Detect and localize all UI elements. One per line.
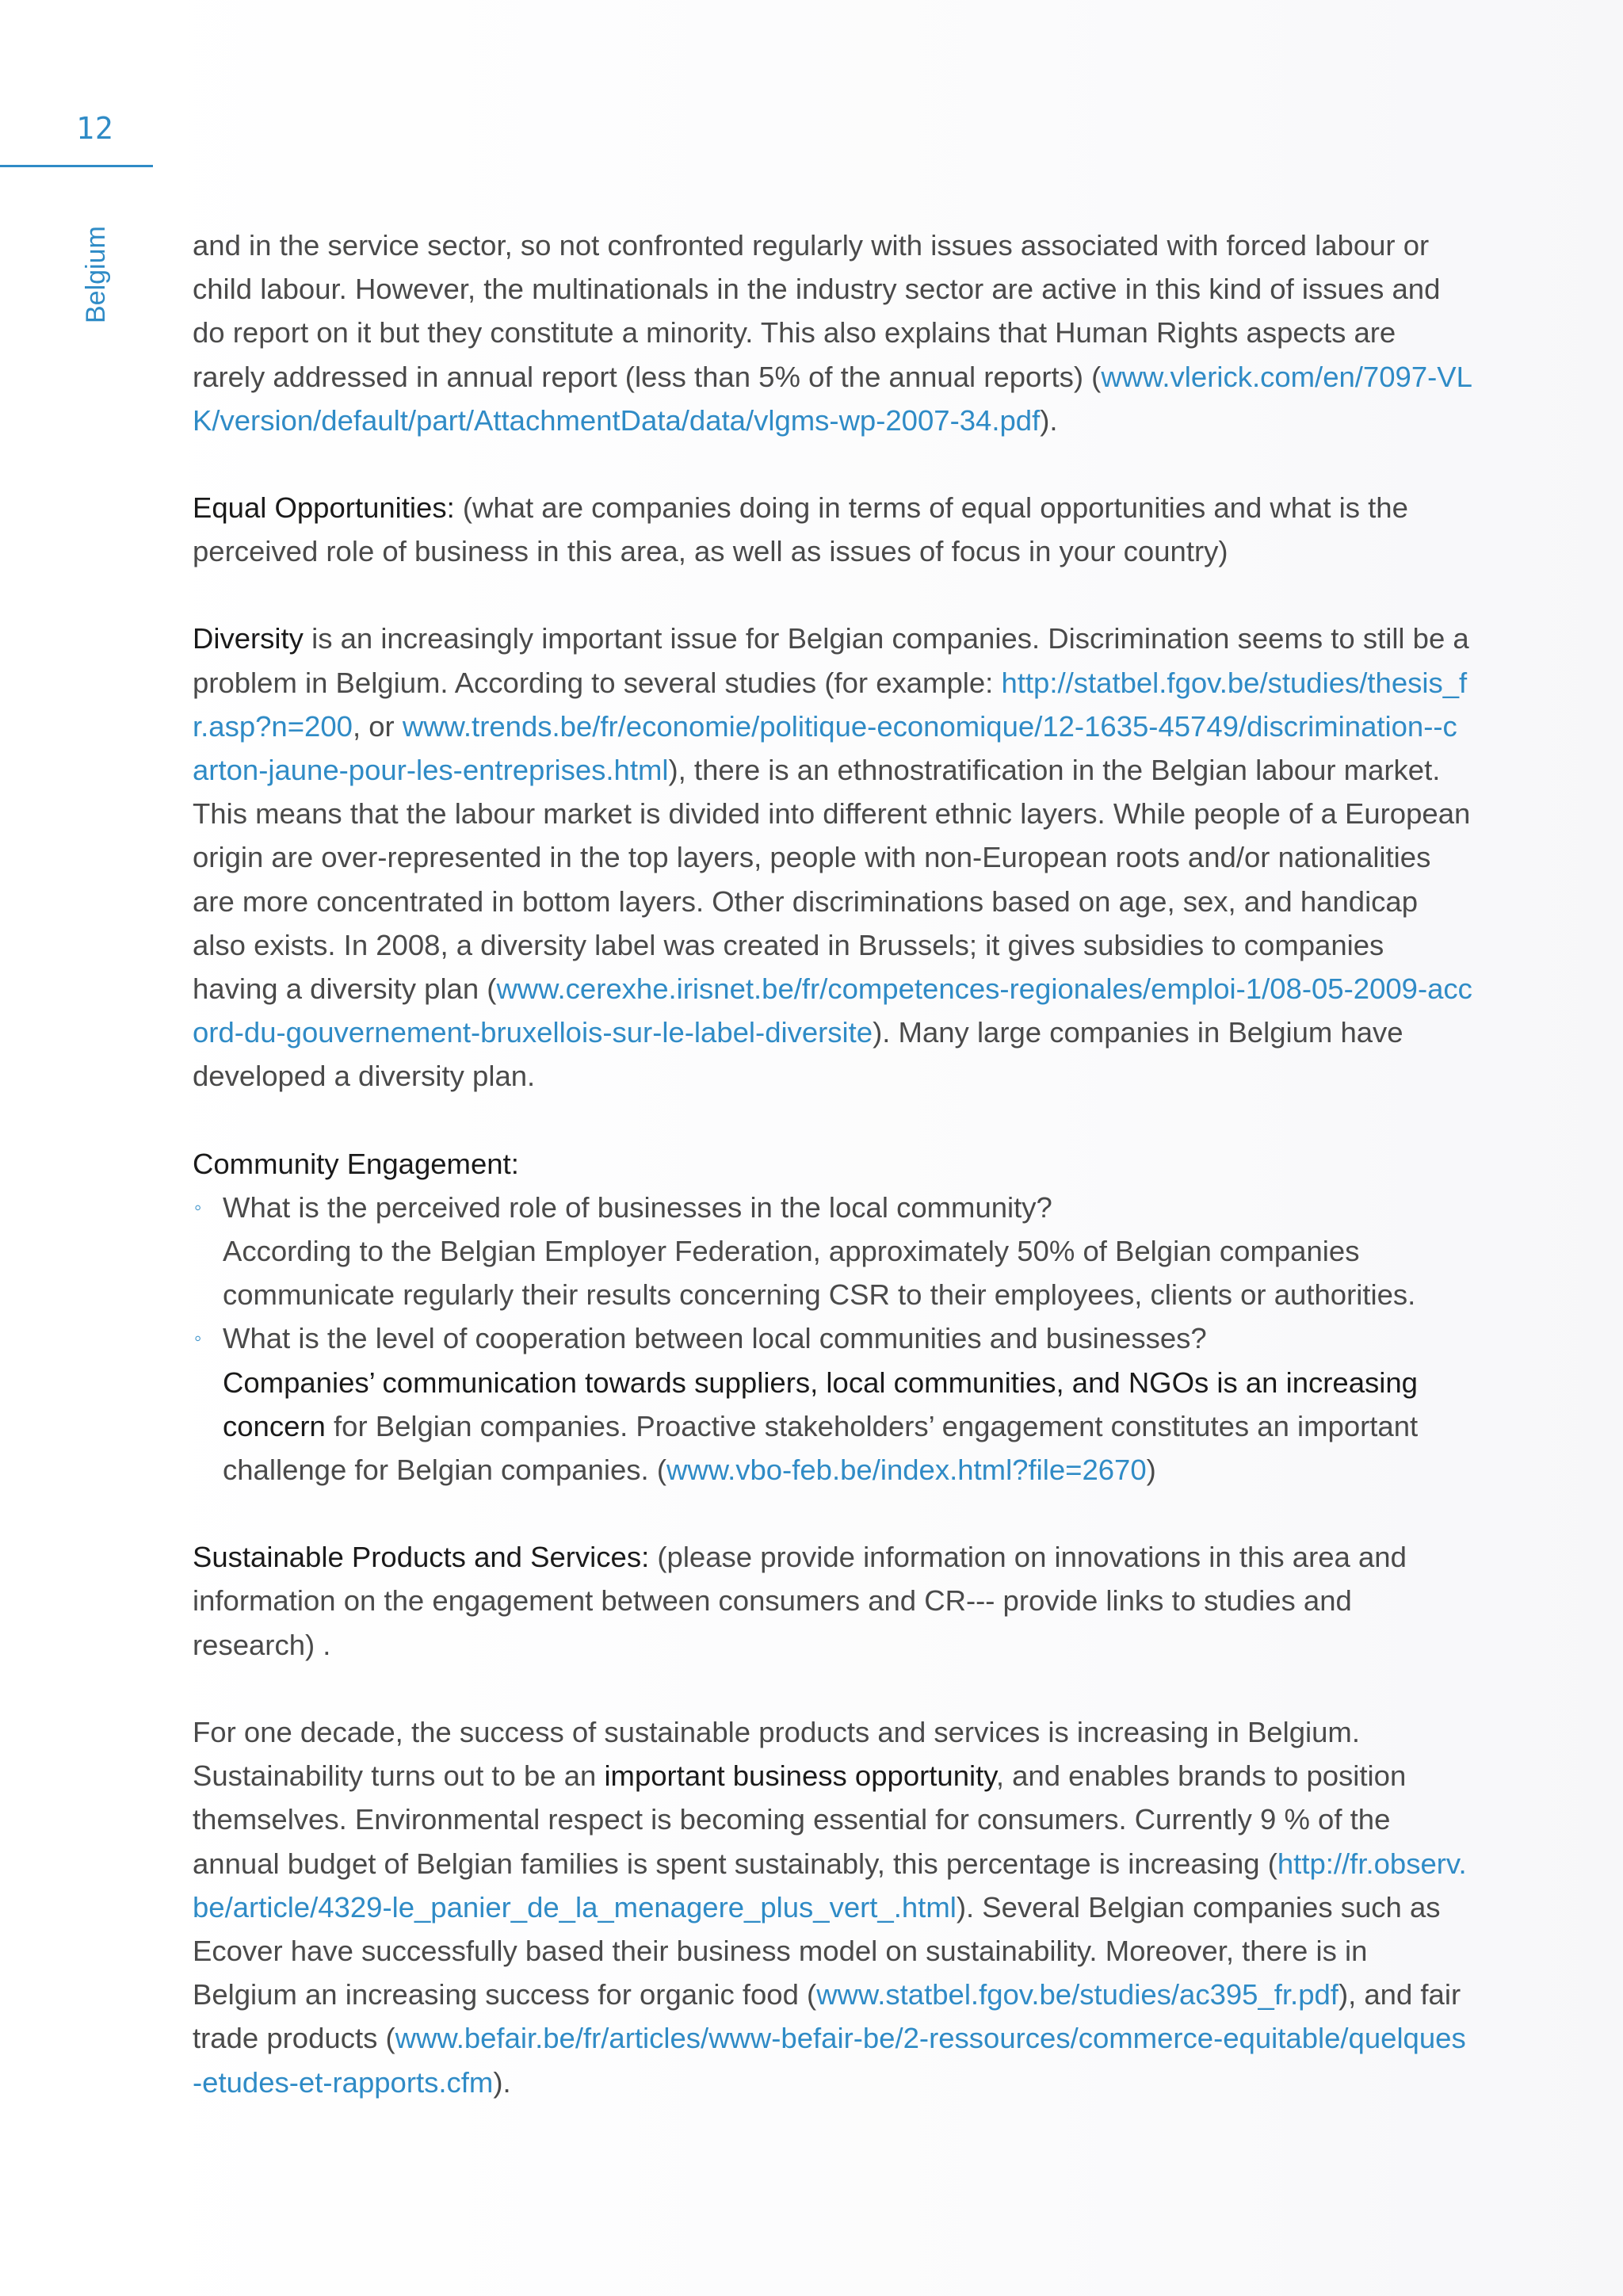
- decade-text-1: For one decade, the success of sustainable products and services is increasing in Belgium. Sustainability turns out to be an: [193, 1715, 1360, 1793]
- equal-opportunities-heading: Equal Opportunities:: [193, 491, 455, 525]
- diversity-text-3: ), there is an ethnostratification in the Belgian labour market. This means that the labour market is divided into different ethnic layers. While people of a European origin are over-represented in the top layers, people with non-European roots and/or nationalities are more concentrated in bottom layers. Other discriminations based on age, sex, and handicap also exists. In 2008, a diversity label was created in Brussels; it gives subsidies to companies having a diversity plan (: [193, 754, 1471, 1006]
- bullet-icon: ◦: [194, 1194, 202, 1219]
- community-question-1: What is the perceived role of businesses in the local community?: [223, 1190, 1052, 1224]
- document-body: [193, 223, 1472, 2148]
- community-answer-2-end: ): [1146, 1454, 1156, 1487]
- statbel-organic-link[interactable]: www.statbel.fgov.be/studies/ac395_fr.pdf: [816, 1978, 1338, 2011]
- vlerick-link[interactable]: www.vlerick.com/en/7097-VLK/version/default/part/AttachmentData/data/vlgms-wp-2007-34.pdf: [193, 360, 1472, 437]
- trends-link[interactable]: www.trends.be/fr/economie/politique-economique/12-1635-45749/discrimination--carton-jaune-pour-les-entreprises.html: [193, 709, 1457, 787]
- befair-link[interactable]: www.befair.be/fr/articles/www-befair-be/2-ressources/commerce-equitable/quelques-etudes-et-rapports.cfm: [193, 2022, 1466, 2099]
- decade-paragraph: [193, 1710, 1472, 2104]
- decade-text-5: ).: [493, 2065, 511, 2099]
- sustainable-heading: Sustainable Products and Services:: [193, 1541, 650, 1574]
- observ-link[interactable]: http://fr.observ.be/article/4329-le_panier_de_la_menagere_plus_vert_.html: [193, 1847, 1467, 1924]
- equal-opportunities-text: (what are companies doing in terms of equal opportunities and what is the perceived role of business in this area, as well as issues of focus in your country): [193, 491, 1408, 568]
- statbel-thesis-link[interactable]: http://statbel.fgov.be/studies/thesis_fr.asp?n=200: [193, 666, 1468, 743]
- community-answer-1: According to the Belgian Employer Federation, approximately 50% of Belgian companies communicate regularly their results concerning CSR to their employees, clients or authorities.: [223, 1235, 1416, 1312]
- vbo-feb-link[interactable]: www.vbo-feb.be/index.html?file=2670: [666, 1454, 1147, 1487]
- decade-emphasis: important business opportunity: [604, 1759, 996, 1793]
- diversity-text-4: ). Many large companies in Belgium have developed a diversity plan.: [193, 1016, 1403, 1093]
- diversity-paragraph: [193, 617, 1472, 1098]
- list-item: [193, 1186, 1472, 1317]
- decade-text-2: , and enables brands to position themselves. Environmental respect is becoming essential for consumers. Currently 9 % of the annual budget of Belgian families is spent sustainably, this percentage is increasing (: [193, 1759, 1407, 1880]
- page-number: 12: [76, 111, 114, 146]
- intro-text-end: ).: [1040, 403, 1058, 437]
- decade-text-4: ), and fair trade products (: [193, 1978, 1461, 2055]
- intro-paragraph: [193, 223, 1472, 442]
- community-heading-paragraph: [193, 1142, 1472, 1186]
- decade-text-3: ). Several Belgian companies such as Ecover have successfully based their business model on sustainability. Moreover, there is in Belgium an increasing success for organic food (: [193, 1890, 1441, 2011]
- community-engagement-heading: Community Engagement:: [193, 1147, 519, 1180]
- community-question-2: What is the level of cooperation between local communities and businesses?: [223, 1322, 1207, 1355]
- equal-opportunities-paragraph: [193, 486, 1472, 573]
- community-bullet-list: [193, 1186, 1472, 1492]
- section-side-label: Belgium: [81, 226, 111, 323]
- community-answer-2-emphasis: Companies’ communication towards suppliers, local communities, and NGOs is an increasing concern: [223, 1366, 1418, 1442]
- diversity-heading: Diversity: [193, 622, 304, 655]
- page-number-rule: [0, 165, 153, 167]
- community-answer-2-text: for Belgian companies. Proactive stakeholders’ engagement constitutes an important challenge for Belgian companies. (: [223, 1409, 1419, 1487]
- sustainable-text: (please provide information on innovations in this area and information on the engagement between consumers and CR--- provide links to studies and research) .: [193, 1541, 1407, 1661]
- list-item: [193, 1316, 1472, 1492]
- diversity-text-1: is an increasingly important issue for Belgian companies. Discrimination seems to still be a problem in Belgium. According to several studies (for example:: [193, 622, 1469, 699]
- cerexhe-link[interactable]: www.cerexhe.irisnet.be/fr/competences-regionales/emploi-1/08-05-2009-accord-du-gouvernement-bruxellois-sur-le-label-diversite: [193, 972, 1472, 1049]
- diversity-text-2: , or: [352, 709, 403, 743]
- community-answer-2: [223, 1361, 1472, 1492]
- bullet-icon: ◦: [194, 1326, 202, 1350]
- intro-text: and in the service sector, so not confronted regularly with issues associated with forced labour or child labour. However, the multinationals in the industry sector are active in this kind of issues and do report on it but they constitute a minority. This also explains that Human Rights aspects are rarely addressed in annual report (less than 5% of the annual reports) (: [193, 229, 1441, 393]
- sustainable-paragraph: [193, 1535, 1472, 1667]
